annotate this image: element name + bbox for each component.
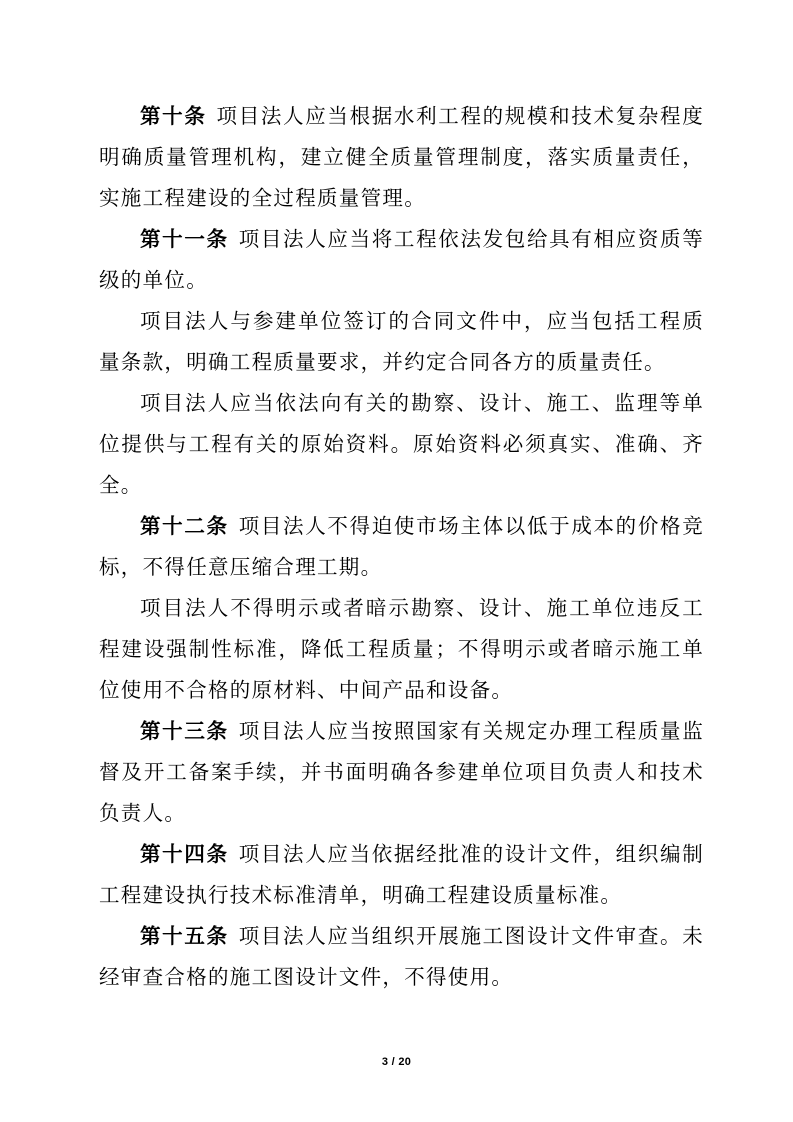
- paragraph-article-12: [99, 506, 704, 588]
- article-number: 第十一条: [140, 227, 229, 251]
- paragraph-text: 项目法人应当依法向有关的勘察、设计、施工、监理等单位提供与工程有关的原始资料。原始资料必须真实、准确、齐全。: [99, 391, 704, 497]
- paragraph-article-14: [99, 834, 704, 916]
- paragraph-text: 项目法人应当依据经批准的设计文件，组织编制工程建设执行技术标准清单，明确工程建设质量标准。: [99, 842, 704, 907]
- paragraph-article-10: [99, 96, 704, 219]
- article-number: 第十五条: [140, 924, 229, 948]
- paragraph-text: 项目法人应当组织开展施工图设计文件审查。未经审查合格的施工图设计文件，不得使用。: [99, 924, 704, 989]
- paragraph: [99, 301, 704, 383]
- paragraph-article-11: [99, 219, 704, 301]
- paragraph: [99, 383, 704, 506]
- article-number: 第十三条: [140, 719, 229, 743]
- article-number: 第十二条: [140, 514, 229, 538]
- paragraph-text: 项目法人应当根据水利工程的规模和技术复杂程度明确质量管理机构，建立健全质量管理制度，落实质量责任，实施工程建设的全过程质量管理。: [99, 104, 704, 210]
- paragraph-article-15: [99, 916, 704, 998]
- page-number: 3 / 20: [381, 1056, 412, 1068]
- paragraph-text: 项目法人应当将工程依法发包给具有相应资质等级的单位。: [99, 227, 704, 292]
- paragraph: [99, 588, 704, 711]
- paragraph-text: 项目法人不得明示或者暗示勘察、设计、施工单位违反工程建设强制性标准，降低工程质量；不得明示或者暗示施工单位使用不合格的原材料、中间产品和设备。: [99, 596, 704, 702]
- paragraph-article-13: [99, 711, 704, 834]
- document-body: [99, 96, 704, 998]
- paragraph-text: 项目法人应当按照国家有关规定办理工程质量监督及开工备案手续，并书面明确各参建单位项目负责人和技术负责人。: [99, 719, 704, 825]
- paragraph-text: 项目法人与参建单位签订的合同文件中，应当包括工程质量条款，明确工程质量要求，并约定合同各方的质量责任。: [99, 309, 704, 374]
- paragraph-text: 项目法人不得迫使市场主体以低于成本的价格竞标，不得任意压缩合理工期。: [99, 514, 704, 579]
- article-number: 第十条: [140, 104, 207, 128]
- article-number: 第十四条: [140, 842, 229, 866]
